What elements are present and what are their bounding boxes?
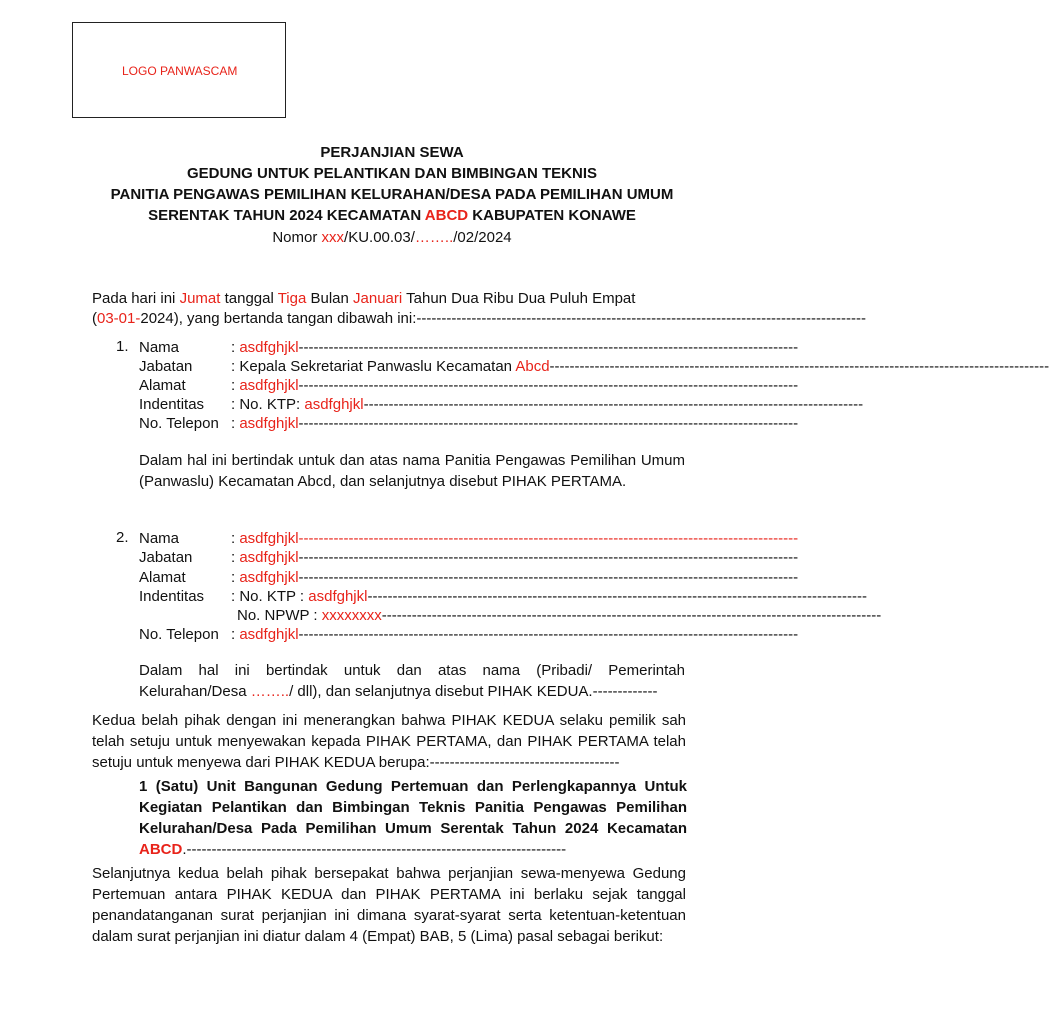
title-line-3: PANITIA PENGAWAS PEMILIHAN KELURAHAN/DESA PADA PEMILIHAN UMUM — [110, 186, 674, 203]
statement-text: Dalam hal ini bertindak untuk dan atas nama (Pribadi/ Pemerintah Kelurahan/Desa — [139, 662, 685, 700]
dashes: ---------------------------------------------------------------------------------------------------- — [367, 588, 867, 605]
intro-date: Tiga — [277, 290, 307, 307]
field-value: Kepala Sekretariat Panwaslu Kecamatan — [239, 358, 516, 375]
intro-text: Pada hari ini — [92, 290, 180, 307]
field-value: xxxxxxxx — [321, 607, 382, 624]
party-2-telepon-row — [139, 625, 799, 644]
field-label: Indentitas — [139, 396, 205, 413]
field-sublabel: No. NPWP : — [237, 607, 322, 624]
party-1-number: 1. — [116, 338, 129, 355]
title-line-2: GEDUNG UNTUK PELANTIKAN DAN BIMBINGAN TEKNIS — [187, 165, 597, 182]
intro-month: Januari — [353, 290, 403, 307]
intro-text: 2024), yang bertanda tangan dibawah ini: — [140, 310, 417, 327]
party-1-telepon-row — [139, 414, 799, 433]
field-value: asdfghjkl — [304, 396, 364, 413]
dashes: ---------------------------------------------------------------------------------------------------- — [363, 396, 864, 413]
closing-paragraph: Selanjutnya kedua belah pihak bersepakat bahwa perjanjian sewa-menyewa Gedung Pertemuan antara PIHAK KEDUA dan PIHAK PERTAMA ini berlaku sejak tanggal penandatanganan surat perjanjian ini dimana syarat-syarat serta ketentuan-ketentuan dalam surat perjanjian ini diatur dalam 4 (Empat) BAB, 5 (Lima) pasal sebagai berikut: — [92, 865, 686, 945]
field-label: Jabatan — [139, 549, 193, 566]
intro-date-number: 03-01- — [97, 310, 141, 327]
nomor-prefix: Nomor — [272, 229, 322, 246]
statement-text: / dll), dan selanjutnya disebut PIHAK KEDUA.------------- — [289, 683, 658, 700]
party-1-identitas-row — [139, 395, 864, 414]
separator: : — [231, 569, 240, 586]
lease-object-district: ABCD — [139, 841, 183, 858]
dashes: ---------------------------------------------------------------------------------------------------- — [381, 607, 882, 624]
separator: : — [231, 358, 240, 375]
agreement-paragraph: Kedua belah pihak dengan ini menerangkan bahwa PIHAK KEDUA selaku pemilik sah telah setuju untuk menyewakan kepada PIHAK PERTAMA, dan PIHAK PERTAMA telah setuju untuk menyewa dari PIHAK KEDUA berupa:-------------------------------------- — [92, 712, 686, 771]
document-number — [72, 229, 712, 246]
party-2-number: 2. — [116, 529, 129, 546]
intro-dashes: ------------------------------------------------------------------------------------------ — [416, 310, 866, 327]
field-label: No. Telepon — [139, 415, 219, 432]
dashes: ---------------------------------------------------------------------------------------------------- — [298, 530, 799, 547]
party-2-ktp-row — [139, 587, 867, 606]
dashes: ---------------------------------------------------------------------------------------------------- — [298, 549, 799, 566]
field-label: Jabatan — [139, 358, 193, 375]
field-label: Alamat — [139, 569, 186, 586]
title-line-4-pre: SERENTAK TAHUN 2024 KECAMATAN — [148, 207, 425, 224]
field-label: Nama — [139, 339, 180, 356]
separator: : — [231, 415, 240, 432]
separator: : — [231, 377, 240, 394]
field-sublabel: No. KTP: — [239, 396, 305, 413]
field-value: asdfghjkl — [239, 549, 299, 566]
party-2-jabatan-row — [139, 548, 799, 567]
party-2-npwp-row — [139, 606, 882, 625]
separator: : — [231, 339, 240, 356]
field-value: asdfghjkl — [239, 569, 299, 586]
separator: : — [231, 626, 240, 643]
statement-placeholder: …….. — [250, 683, 290, 700]
field-label: Alamat — [139, 377, 186, 394]
field-value: asdfghjkl — [308, 588, 368, 605]
separator: : — [231, 396, 240, 413]
field-label: Indentitas — [139, 588, 205, 605]
title-line-4-post: KABUPATEN KONAWE — [468, 207, 636, 224]
dashes: ---------------------------------------------------------------------------------------------------- — [298, 569, 799, 586]
intro-text: tanggal — [220, 290, 278, 307]
field-sublabel: No. KTP : — [239, 588, 309, 605]
field-value: asdfghjkl — [239, 377, 299, 394]
dashes: ---------------------------------------------------------------------------------------------------- — [549, 358, 1049, 375]
lease-object-dashes: .---------------------------------------------------------------------------- — [182, 841, 567, 858]
intro-text: Tahun Dua Ribu Dua Puluh Empat — [402, 290, 636, 307]
dashes: ---------------------------------------------------------------------------------------------------- — [298, 377, 799, 394]
nomor-code: /KU.00.03/ — [344, 229, 415, 246]
intro-line-1 — [92, 289, 688, 308]
logo-text: LOGO PANWASCAM — [122, 64, 238, 78]
field-value: asdfghjkl — [239, 530, 299, 547]
logo-placeholder — [72, 22, 286, 118]
field-label: Nama — [139, 530, 180, 547]
party-2-nama-row — [139, 529, 799, 548]
field-value: asdfghjkl — [239, 415, 299, 432]
dashes: ---------------------------------------------------------------------------------------------------- — [298, 415, 799, 432]
field-value: asdfghjkl — [239, 626, 299, 643]
nomor-placeholder-2: …….. — [414, 229, 454, 246]
dashes: ---------------------------------------------------------------------------------------------------- — [298, 626, 799, 643]
party-2-alamat-row — [139, 568, 799, 587]
dashes: ---------------------------------------------------------------------------------------------------- — [298, 339, 799, 356]
intro-text: Bulan — [306, 290, 354, 307]
field-value-district: Abcd — [515, 358, 550, 375]
party-1-statement: Dalam hal ini bertindak untuk dan atas nama Panitia Pengawas Pemilihan Umum (Panwaslu) Kecamatan Abcd, dan selanjutnya disebut PIHAK PERTAMA. — [139, 452, 685, 490]
party-2-statement — [139, 660, 685, 702]
separator: : — [231, 588, 240, 605]
lease-object — [139, 776, 687, 860]
party-1-jabatan-row — [139, 357, 1049, 376]
party-1-nama-row — [139, 338, 799, 357]
field-label: No. Telepon — [139, 626, 219, 643]
nomor-suffix: /02/2024 — [453, 229, 512, 246]
lease-object-text: 1 (Satu) Unit Bangunan Gedung Pertemuan dan Perlengkapannya Untuk Kegiatan Pelantikan dan Bimbingan Teknis Panitia Pengawas Pemilihan Kelurahan/Desa Pada Pemilihan Umum Serentak Tahun 2024 Kecamatan — [139, 778, 687, 837]
document-title — [72, 142, 712, 226]
intro-line-2 — [92, 309, 866, 328]
party-1-alamat-row — [139, 376, 799, 395]
field-value: asdfghjkl — [239, 339, 299, 356]
title-line-4 — [72, 205, 712, 226]
intro-text: ( — [92, 310, 97, 327]
separator: : — [231, 549, 240, 566]
nomor-placeholder-1: xxx — [321, 229, 345, 246]
title-district: ABCD — [424, 207, 469, 224]
separator: : — [231, 530, 240, 547]
title-line-1: PERJANJIAN SEWA — [320, 144, 464, 161]
intro-day: Jumat — [179, 290, 221, 307]
